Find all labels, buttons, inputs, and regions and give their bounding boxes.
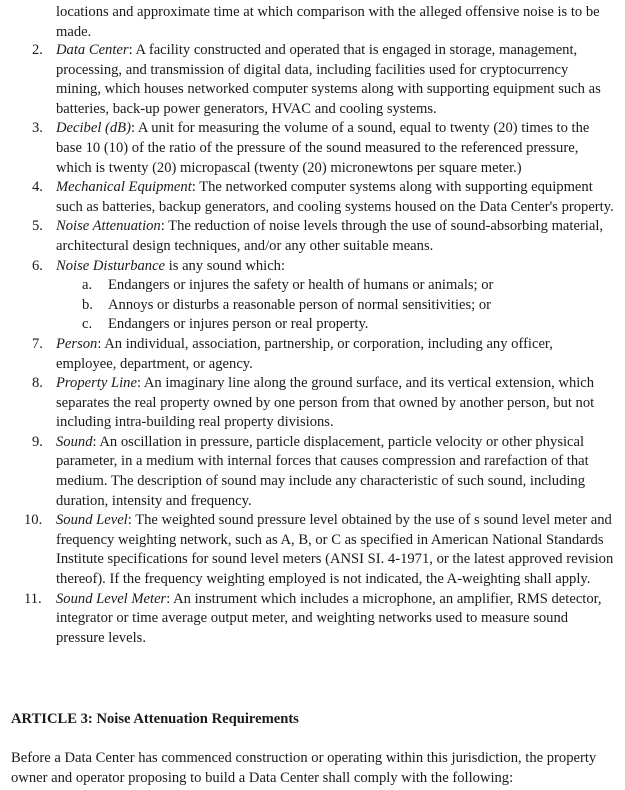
- definition-number: 4.: [32, 179, 43, 196]
- definition-item: [0, 257, 616, 335]
- definition-number: 11.: [24, 590, 42, 607]
- definitions-list: [0, 41, 625, 648]
- definition-text: : A facility constructed and operated that is engaged in storage, management, processing, and transmission of digital data, including facilities used for cryptocurrency mining, which houses networked computer systems along with supporting equipment such as batteries, back-up power generators, HVAC and cooling systems.: [56, 42, 601, 117]
- sublist-label: a.: [82, 277, 93, 294]
- definition-text: : An individual, association, partnership, or corporation, including any officer, employee, department, or agency.: [56, 335, 553, 372]
- definition-item: [0, 374, 616, 433]
- definition-text: : A unit for measuring the volume of a sound, equal to twenty (20) times to the base 10 (10) of the ratio of the pressure of the sound measured to the referenced pressure, which is twenty (20) micropascal (twenty (20) micronewtons per square meter.): [56, 120, 590, 176]
- definition-text: : An oscillation in pressure, particle displacement, particle velocity or other physical parameter, in a medium with internal forces that causes compression and rarefaction of that medium. The description of sound may include any characteristic of such sound, including duration, intensity and frequency.: [56, 433, 589, 509]
- definition-number: 2.: [32, 42, 43, 58]
- definition-term: Data Center: [56, 42, 129, 58]
- definition-item: [0, 511, 616, 589]
- definition-text: : The weighted sound pressure level obtained by the use of s sound level meter and frequency weighting network, such as A, B, or C as specified in American National Standards Institute specifications for sound level meters (ANSI SI. 4-1971, or the latest approved revision thereof). If the frequency weighting employed is not indicated, the A-weighting shall apply.: [56, 512, 614, 588]
- definition-number: 10.: [24, 512, 43, 529]
- definition-text: : An instrument which includes a microphone, an amplifier, RMS detector, integrator or time average output meter, and weighting networks used to measure sound pressure levels.: [56, 590, 602, 646]
- definition-term: Person: [56, 335, 98, 352]
- definition-1-continuation: locations and approximate time at which comparison with the alleged offensive noise is to be made.: [56, 4, 600, 40]
- definition-item: [0, 217, 616, 256]
- sublist-label: b.: [82, 296, 93, 313]
- definition-item: [0, 335, 616, 374]
- definition-term: Sound Level Meter: [56, 590, 167, 607]
- definition-item: [0, 119, 616, 178]
- definition-term: Decibel (dB): [56, 120, 131, 137]
- definition-number: 8.: [32, 375, 43, 392]
- definition-term: Sound Level: [56, 512, 128, 529]
- definition-text: : An imaginary line along the ground surface, and its vertical extension, which separates the real property owned by one person from that owned by another person, but not including intra-building real property divisions.: [56, 375, 595, 431]
- sublist-item: [56, 296, 616, 316]
- definition-term: Noise Disturbance: [56, 257, 166, 274]
- definition-term: Noise Attenuation: [56, 218, 161, 235]
- definition-number: 3.: [32, 120, 43, 137]
- definition-item: [0, 41, 616, 119]
- definition-item: [0, 178, 616, 217]
- definition-term: Property Line: [56, 375, 137, 392]
- definition-text: : The reduction of noise levels through the use of sound-absorbing material, architectural design techniques, and/or any other suitable means.: [56, 218, 604, 254]
- article-3-paragraph: Before a Data Center has commenced construction or operating within this jurisdiction, the property owner and operator proposing to build a Data Center shall comply with the following:: [11, 750, 597, 786]
- definition-number: 7.: [32, 335, 43, 352]
- noise-disturbance-sublist: [56, 276, 616, 335]
- definition-number: 6.: [32, 257, 43, 274]
- definition-text: : The networked computer systems along with supporting equipment such as batteries, backup generators, and cooling systems housed on the Data Center's property.: [56, 179, 614, 215]
- article-3-heading: ARTICLE 3: Noise Attenuation Requirements: [11, 711, 299, 727]
- definition-number: 5.: [32, 218, 43, 235]
- sublist-item: [56, 276, 616, 296]
- definition-term: Mechanical Equipment: [56, 179, 192, 196]
- sublist-text: Annoys or disturbs a reasonable person of normal sensitivities; or: [108, 296, 492, 313]
- definition-item: [0, 433, 616, 511]
- definition-text: is any sound which:: [165, 257, 286, 274]
- sublist-label: c.: [82, 316, 93, 333]
- definition-number: 9.: [32, 433, 43, 450]
- sublist-text: Endangers or injures the safety or health of humans or animals; or: [108, 277, 494, 294]
- sublist-item: [56, 315, 616, 335]
- definition-term: Sound: [56, 433, 93, 450]
- definition-item: [0, 590, 616, 649]
- sublist-text: Endangers or injures person or real property.: [108, 316, 369, 333]
